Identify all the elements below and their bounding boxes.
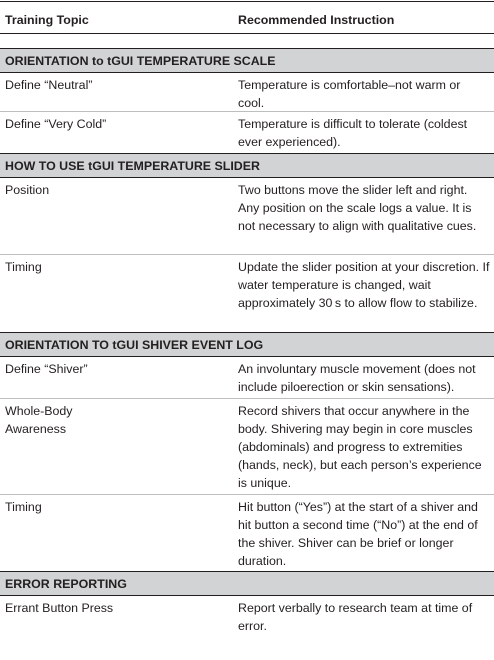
instruction-cell: Report verbally to research team at time of error.	[238, 601, 473, 633]
instruction-cell: Record shivers that occur anywhere in the body. Shivering may begin in core muscles (abdominals) and progress to extremities (hands, neck), but each person’s experience is unique.	[238, 404, 482, 490]
header-recommended-instruction: Recommended Instruction	[238, 13, 395, 27]
instruction-cell: An involuntary muscle movement (does not include piloerection or skin sensations).	[238, 362, 476, 394]
topic-cell: Define “Neutral”	[5, 78, 93, 92]
header-training-topic: Training Topic	[5, 13, 89, 27]
topic-cell: Timing	[5, 260, 42, 274]
table-row	[0, 596, 494, 644]
spacer	[0, 34, 494, 48]
table-row	[0, 357, 494, 399]
table-row	[0, 178, 494, 255]
section-header: ORIENTATION to tGUI TEMPERATURE SCALE	[0, 48, 494, 73]
instruction-cell: Temperature is difficult to tolerate (coldest ever experienced).	[238, 117, 468, 149]
instruction-cell: Update the slider position at your discretion. If water temperature is changed, wait approximately 30 s to allow flow to stabilize.	[238, 260, 490, 310]
table-header	[0, 1, 494, 34]
instruction-cell: Two buttons move the slider left and right. Any position on the scale logs a value. It is not necessary to align with qualitative cues.	[238, 183, 477, 233]
topic-cell: Position	[5, 183, 50, 197]
table-row	[0, 255, 494, 332]
table-row	[0, 495, 494, 571]
topic-cell: Define “Very Cold”	[5, 117, 107, 131]
table-row	[0, 112, 494, 153]
topic-cell: Whole-Body Awareness	[5, 404, 73, 436]
topic-cell: Define “Shiver”	[5, 362, 88, 376]
section-header: ERROR REPORTING	[0, 571, 494, 596]
instruction-cell: Hit button (“Yes”) at the start of a shiver and hit button a second time (“No”) at the end of the shiver. Shiver can be brief or longer duration.	[238, 500, 478, 568]
topic-cell: Timing	[5, 500, 42, 514]
table-row	[0, 399, 494, 495]
section-header: ORIENTATION TO tGUI SHIVER EVENT LOG	[0, 332, 494, 357]
section-header: HOW TO USE tGUI TEMPERATURE SLIDER	[0, 153, 494, 178]
instruction-cell: Temperature is comfortable–not warm or cool.	[238, 78, 461, 110]
topic-cell: Errant Button Press	[5, 601, 114, 615]
table-row	[0, 73, 494, 112]
